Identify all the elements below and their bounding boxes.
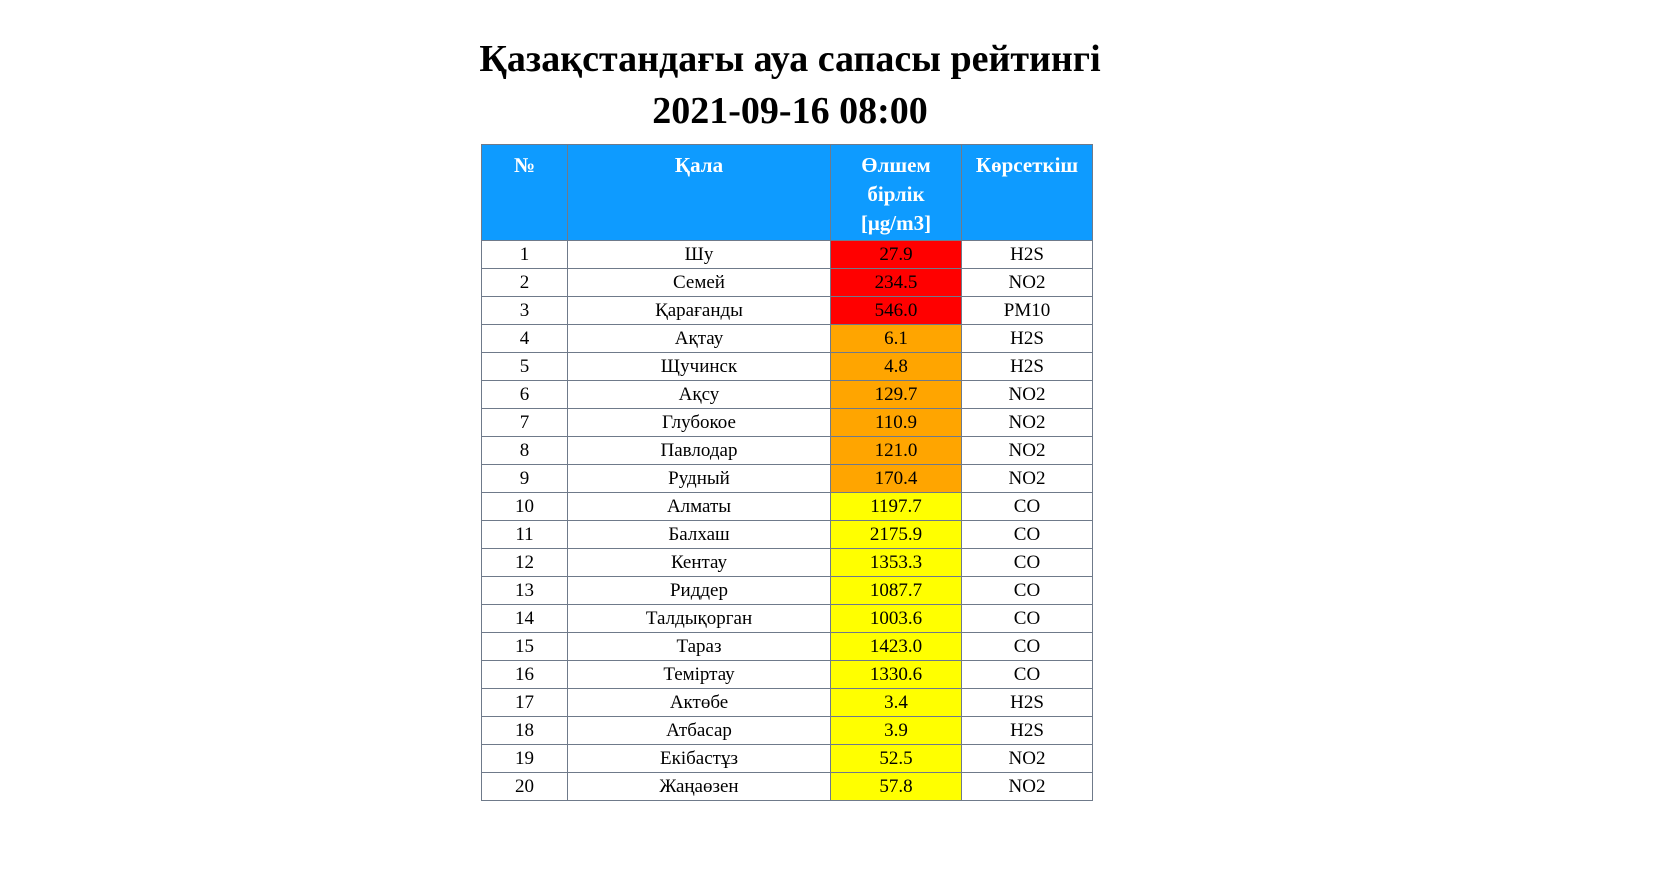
- city-name-cell: Павлодар: [568, 437, 831, 465]
- measurement-value-cell: 1003.6: [831, 605, 962, 633]
- table-row: [482, 633, 1093, 661]
- city-name-cell: Алматы: [568, 493, 831, 521]
- row-number-cell: 3: [482, 297, 568, 325]
- column-header-unit-line2: бірлік: [867, 182, 925, 206]
- indicator-cell: PM10: [962, 297, 1093, 325]
- table-row: [482, 605, 1093, 633]
- table-row: [482, 661, 1093, 689]
- column-header-number: №: [482, 145, 568, 241]
- measurement-value-cell: 2175.9: [831, 521, 962, 549]
- indicator-cell: H2S: [962, 325, 1093, 353]
- column-header-unit-line1: Өлшем: [861, 153, 931, 177]
- table-row: [482, 577, 1093, 605]
- indicator-cell: NO2: [962, 465, 1093, 493]
- measurement-value-cell: 234.5: [831, 269, 962, 297]
- measurement-value-cell: 121.0: [831, 437, 962, 465]
- row-number-cell: 1: [482, 241, 568, 269]
- city-name-cell: Балхаш: [568, 521, 831, 549]
- row-number-cell: 6: [482, 381, 568, 409]
- indicator-cell: NO2: [962, 409, 1093, 437]
- city-name-cell: Тараз: [568, 633, 831, 661]
- row-number-cell: 12: [482, 549, 568, 577]
- table-row: [482, 549, 1093, 577]
- indicator-cell: H2S: [962, 241, 1093, 269]
- city-name-cell: Ақсу: [568, 381, 831, 409]
- city-name-cell: Талдықорган: [568, 605, 831, 633]
- city-name-cell: Теміртау: [568, 661, 831, 689]
- indicator-cell: CO: [962, 661, 1093, 689]
- indicator-cell: H2S: [962, 689, 1093, 717]
- row-number-cell: 15: [482, 633, 568, 661]
- indicator-cell: NO2: [962, 773, 1093, 801]
- city-name-cell: Глубокое: [568, 409, 831, 437]
- measurement-value-cell: 1087.7: [831, 577, 962, 605]
- row-number-cell: 9: [482, 465, 568, 493]
- measurement-value-cell: 52.5: [831, 745, 962, 773]
- city-name-cell: Риддер: [568, 577, 831, 605]
- table-row: [482, 437, 1093, 465]
- city-name-cell: Атбасар: [568, 717, 831, 745]
- row-number-cell: 20: [482, 773, 568, 801]
- table-row: [482, 493, 1093, 521]
- indicator-cell: H2S: [962, 353, 1093, 381]
- indicator-cell: CO: [962, 633, 1093, 661]
- indicator-cell: NO2: [962, 745, 1093, 773]
- measurement-value-cell: 546.0: [831, 297, 962, 325]
- measurement-value-cell: 3.9: [831, 717, 962, 745]
- column-header-unit-line3: [μg/m3]: [860, 211, 932, 235]
- column-header-unit: [831, 145, 962, 241]
- measurement-value-cell: 6.1: [831, 325, 962, 353]
- row-number-cell: 19: [482, 745, 568, 773]
- table-row: [482, 409, 1093, 437]
- table-header-row: [482, 145, 1093, 241]
- row-number-cell: 16: [482, 661, 568, 689]
- measurement-value-cell: 170.4: [831, 465, 962, 493]
- row-number-cell: 5: [482, 353, 568, 381]
- row-number-cell: 13: [482, 577, 568, 605]
- measurement-value-cell: 1330.6: [831, 661, 962, 689]
- measurement-value-cell: 27.9: [831, 241, 962, 269]
- city-name-cell: Шу: [568, 241, 831, 269]
- table-row: [482, 717, 1093, 745]
- table-header: [482, 145, 1093, 241]
- table-row: [482, 745, 1093, 773]
- table-row: [482, 353, 1093, 381]
- row-number-cell: 4: [482, 325, 568, 353]
- row-number-cell: 14: [482, 605, 568, 633]
- indicator-cell: NO2: [962, 437, 1093, 465]
- table-row: [482, 325, 1093, 353]
- indicator-cell: CO: [962, 577, 1093, 605]
- indicator-cell: CO: [962, 493, 1093, 521]
- measurement-value-cell: 110.9: [831, 409, 962, 437]
- measurement-value-cell: 1423.0: [831, 633, 962, 661]
- row-number-cell: 17: [482, 689, 568, 717]
- row-number-cell: 2: [482, 269, 568, 297]
- indicator-cell: CO: [962, 605, 1093, 633]
- city-name-cell: Семей: [568, 269, 831, 297]
- indicator-cell: NO2: [962, 269, 1093, 297]
- air-quality-rating-table: [481, 144, 1093, 801]
- table-row: [482, 465, 1093, 493]
- column-header-city: Қала: [568, 145, 831, 241]
- table-body: [482, 241, 1093, 801]
- city-name-cell: Кентау: [568, 549, 831, 577]
- city-name-cell: Жаңаөзен: [568, 773, 831, 801]
- measurement-value-cell: 57.8: [831, 773, 962, 801]
- table-row: [482, 297, 1093, 325]
- measurement-value-cell: 4.8: [831, 353, 962, 381]
- column-header-indicator: Көрсеткіш: [962, 145, 1093, 241]
- row-number-cell: 8: [482, 437, 568, 465]
- page-title: Қазақстандағы ауа сапасы рейтингі: [479, 38, 1101, 80]
- city-name-cell: Екібастұз: [568, 745, 831, 773]
- measurement-value-cell: 3.4: [831, 689, 962, 717]
- measurement-value-cell: 1197.7: [831, 493, 962, 521]
- city-name-cell: Ақтау: [568, 325, 831, 353]
- city-name-cell: Рудный: [568, 465, 831, 493]
- indicator-cell: CO: [962, 521, 1093, 549]
- row-number-cell: 18: [482, 717, 568, 745]
- row-number-cell: 7: [482, 409, 568, 437]
- measurement-value-cell: 1353.3: [831, 549, 962, 577]
- table-row: [482, 773, 1093, 801]
- row-number-cell: 10: [482, 493, 568, 521]
- city-name-cell: Щучинск: [568, 353, 831, 381]
- row-number-cell: 11: [482, 521, 568, 549]
- table-row: [482, 241, 1093, 269]
- measurement-value-cell: 129.7: [831, 381, 962, 409]
- table-row: [482, 381, 1093, 409]
- table-row: [482, 269, 1093, 297]
- city-name-cell: Қарағанды: [568, 297, 831, 325]
- page-subtitle-datetime: 2021-09-16 08:00: [652, 90, 928, 132]
- table-row: [482, 521, 1093, 549]
- city-name-cell: Актөбе: [568, 689, 831, 717]
- indicator-cell: H2S: [962, 717, 1093, 745]
- table-row: [482, 689, 1093, 717]
- indicator-cell: NO2: [962, 381, 1093, 409]
- indicator-cell: CO: [962, 549, 1093, 577]
